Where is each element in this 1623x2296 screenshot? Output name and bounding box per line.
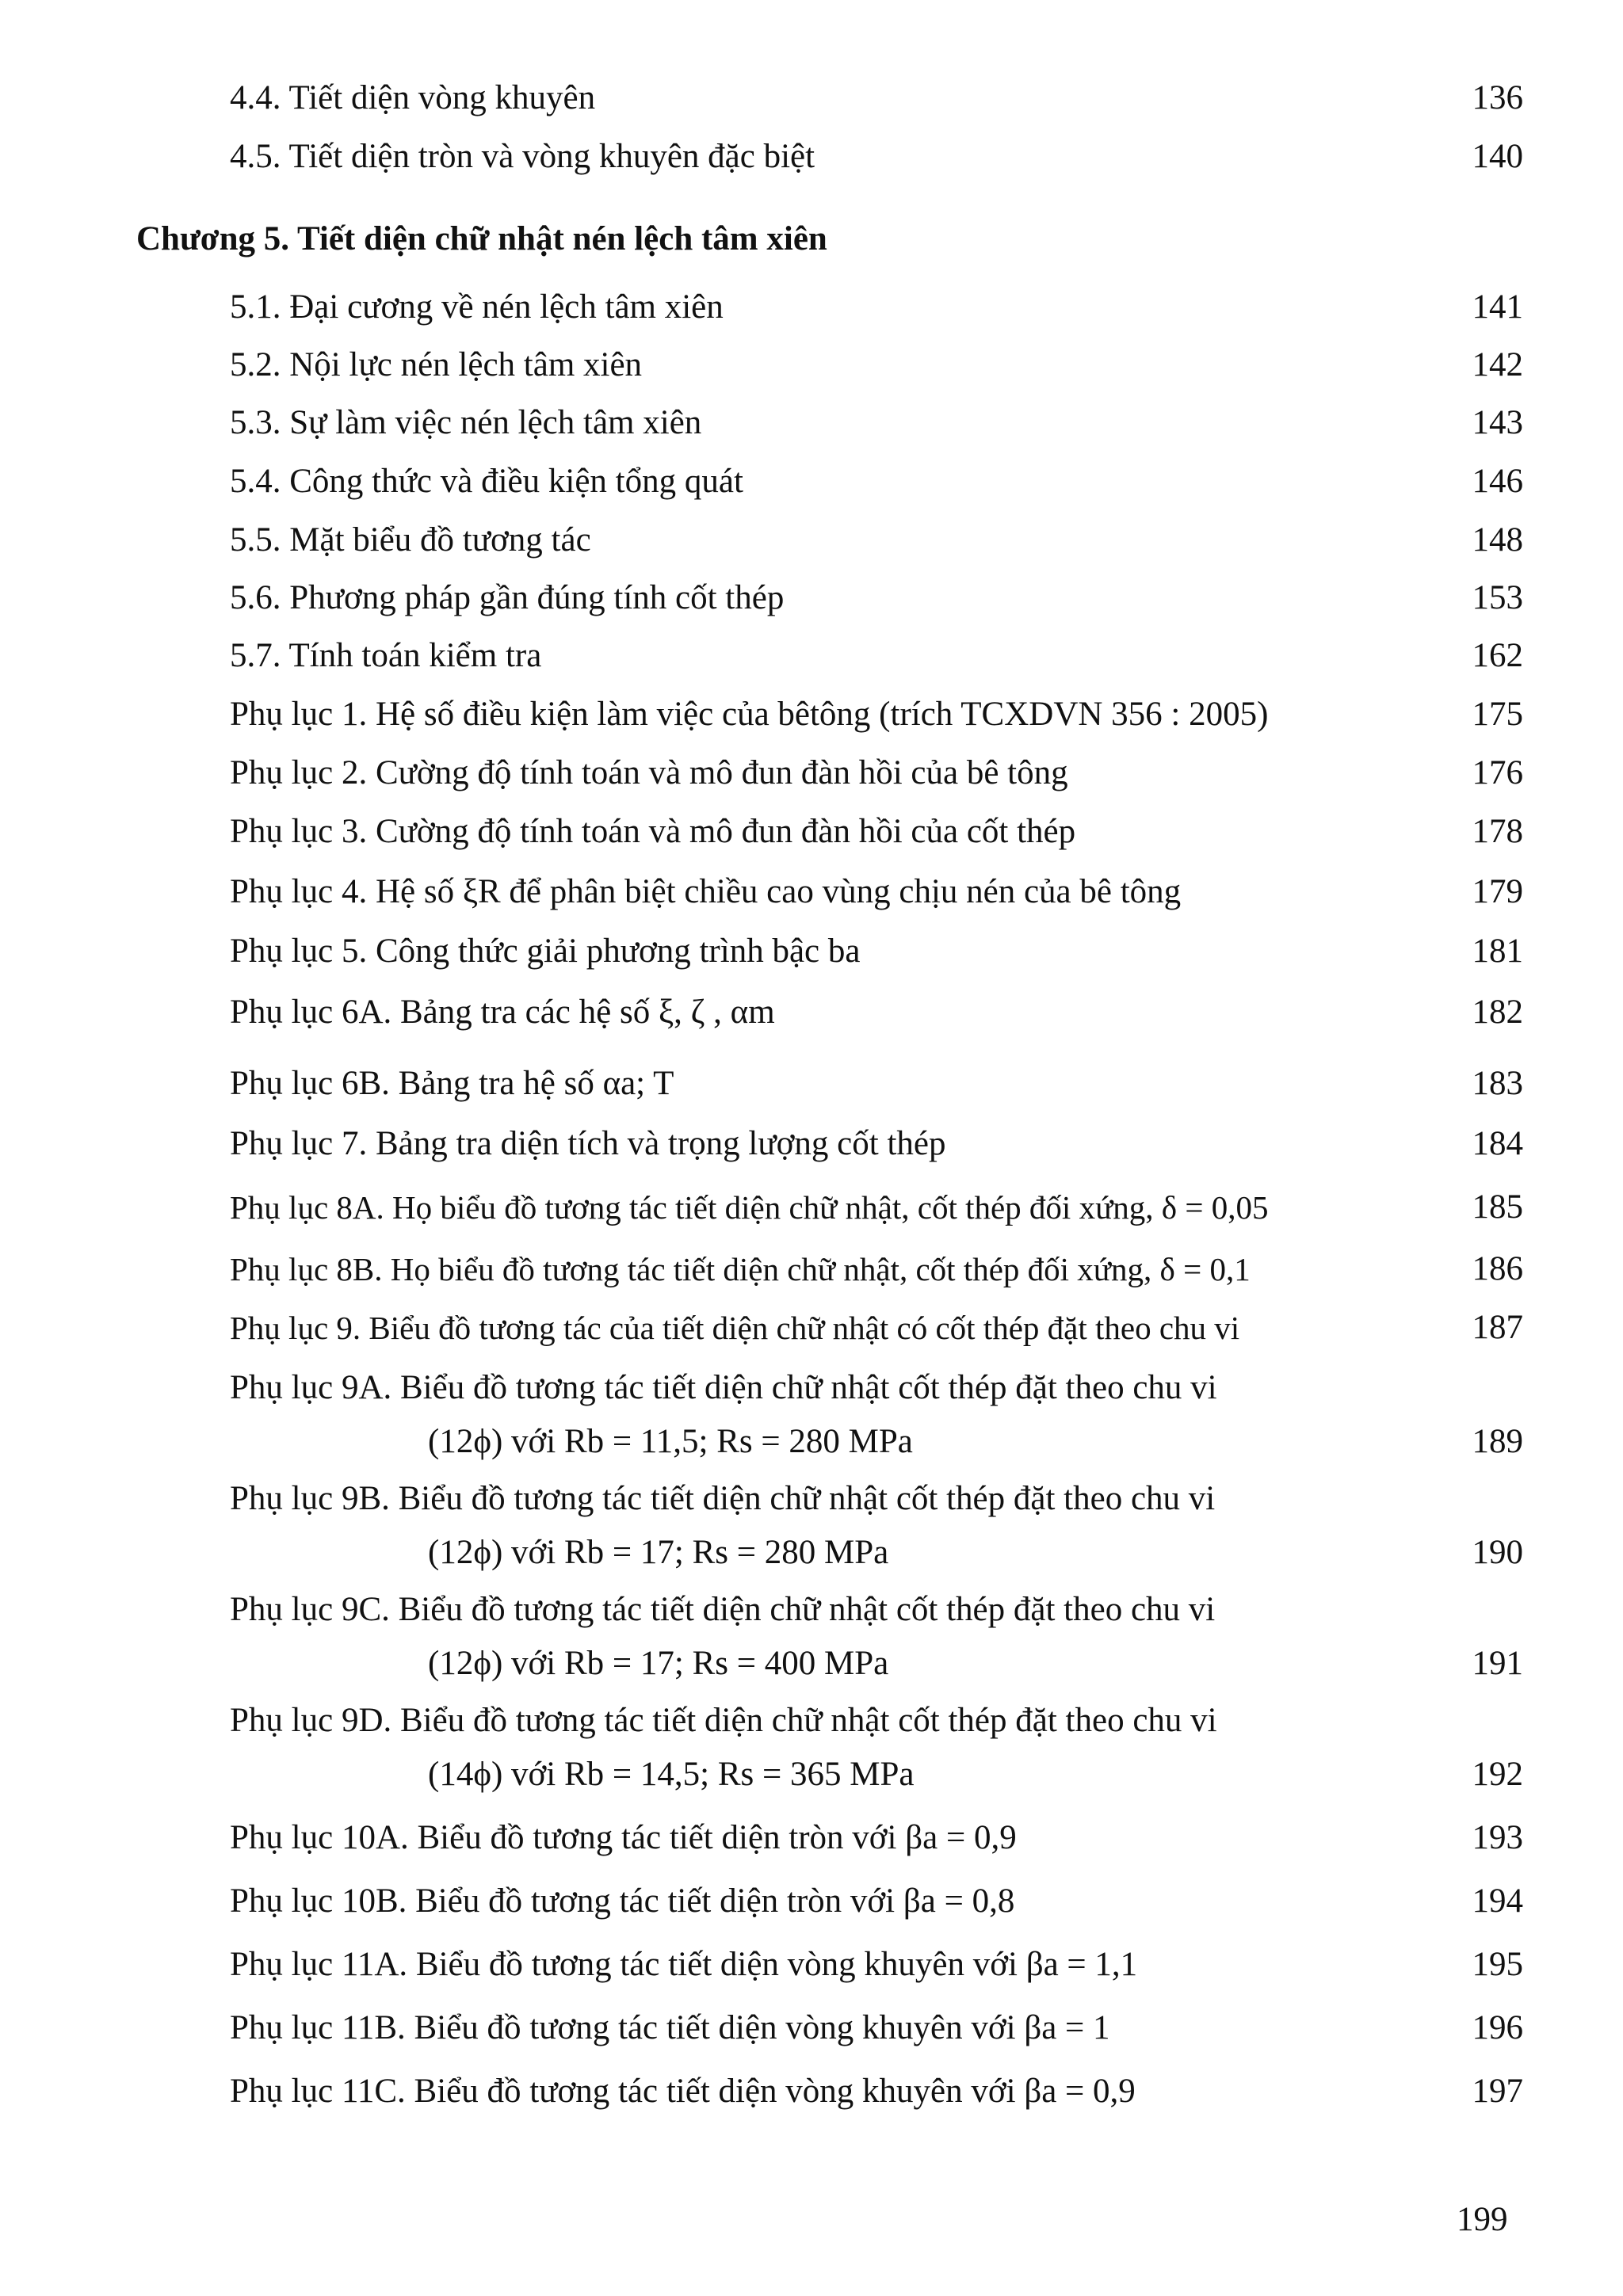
page-number: 199 bbox=[1457, 2201, 1508, 2238]
toc-entry-page: 192 bbox=[1472, 1756, 1523, 1793]
toc-entry-page: 178 bbox=[1472, 813, 1523, 850]
toc-entry-label: Phụ lục 2. Cường độ tính toán và mô đun đàn hồi của bê tông bbox=[230, 754, 1068, 791]
toc-entry-page: 186 bbox=[1472, 1250, 1523, 1287]
toc-entry-label: Phụ lục 6A. Bảng tra các hệ số ξ, ζ , αm bbox=[230, 994, 775, 1031]
toc-entry-label: Phụ lục 10A. Biểu đồ tương tác tiết diện tròn với βa = 0,9 bbox=[230, 1819, 1017, 1856]
toc-entry-page: 187 bbox=[1472, 1309, 1523, 1346]
toc-entry-page: 146 bbox=[1472, 463, 1523, 500]
toc-entry-page: 181 bbox=[1472, 933, 1523, 970]
toc-entry-page: 197 bbox=[1472, 2073, 1523, 2110]
toc-entry-label: Phụ lục 9A. Biểu đồ tương tác tiết diện chữ nhật cốt thép đặt theo chu vi bbox=[230, 1369, 1217, 1406]
toc-entry-continuation: (14ϕ) với Rb = 14,5; Rs = 365 MPa bbox=[428, 1756, 915, 1793]
toc-entry-page: 148 bbox=[1472, 521, 1523, 559]
toc-entry-page: 189 bbox=[1472, 1423, 1523, 1460]
toc-entry-label: 5.5. Mặt biểu đồ tương tác bbox=[230, 521, 591, 559]
toc-entry-label: Phụ lục 3. Cường độ tính toán và mô đun đàn hồi của cốt thép bbox=[230, 813, 1076, 850]
toc-entry-label: Phụ lục 11C. Biểu đồ tương tác tiết diện vòng khuyên với βa = 0,9 bbox=[230, 2073, 1136, 2110]
toc-entry-label: Phụ lục 10B. Biểu đồ tương tác tiết diện tròn với βa = 0,8 bbox=[230, 1882, 1015, 1920]
toc-entry-label: Phụ lục 5. Công thức giải phương trình bậc ba bbox=[230, 933, 861, 970]
toc-entry-label: Phụ lục 9C. Biểu đồ tương tác tiết diện chữ nhật cốt thép đặt theo chu vi bbox=[230, 1591, 1216, 1628]
toc-entry-page: 162 bbox=[1472, 637, 1523, 674]
toc-entry-page: 179 bbox=[1472, 873, 1523, 910]
toc-entry-page: 195 bbox=[1472, 1946, 1523, 1983]
toc-entry-label: 5.6. Phương pháp gần đúng tính cốt thép bbox=[230, 579, 785, 616]
toc-entry-label: Phụ lục 4. Hệ số ξR để phân biệt chiều cao vùng chịu nén của bê tông bbox=[230, 873, 1182, 910]
toc-entry-page: 184 bbox=[1472, 1125, 1523, 1162]
toc-entry-continuation: (12ϕ) với Rb = 17; Rs = 280 MPa bbox=[428, 1534, 889, 1571]
toc-entry-label: Phụ lục 8A. Họ biểu đồ tương tác tiết diện chữ nhật, cốt thép đối xứng, δ = 0,05 bbox=[230, 1189, 1269, 1226]
toc-entry-label: 5.1. Đại cương về nén lệch tâm xiên bbox=[230, 288, 724, 326]
toc-entry-page: 191 bbox=[1472, 1645, 1523, 1682]
toc-entry-label: 5.4. Công thức và điều kiện tổng quát bbox=[230, 463, 743, 500]
toc-entry-page: 140 bbox=[1472, 138, 1523, 175]
toc-entry-label: Phụ lục 8B. Họ biểu đồ tương tác tiết diện chữ nhật, cốt thép đối xứng, δ = 0,1 bbox=[230, 1251, 1251, 1287]
toc-entry-label: Phụ lục 9D. Biểu đồ tương tác tiết diện chữ nhật cốt thép đặt theo chu vi bbox=[230, 1702, 1217, 1739]
toc-entry-page: 175 bbox=[1472, 696, 1523, 733]
toc-entry-label: 4.4. Tiết diện vòng khuyên bbox=[230, 79, 596, 116]
toc-entry-page: 190 bbox=[1472, 1534, 1523, 1571]
toc-entry-label: Phụ lục 1. Hệ số điều kiện làm việc của bêtông (trích TCXDVN 356 : 2005) bbox=[230, 696, 1269, 733]
toc-entry-label: 4.5. Tiết diện tròn và vòng khuyên đặc biệt bbox=[230, 138, 815, 175]
toc-entry-label: Phụ lục 11B. Biểu đồ tương tác tiết diện vòng khuyên với βa = 1 bbox=[230, 2009, 1110, 2046]
toc-entry-page: 183 bbox=[1472, 1065, 1523, 1102]
toc-entry-label: Phụ lục 9. Biểu đồ tương tác của tiết diện chữ nhật có cốt thép đặt theo chu vi bbox=[230, 1310, 1240, 1346]
toc-entry-page: 141 bbox=[1472, 288, 1523, 326]
toc-entry-label: Phụ lục 11A. Biểu đồ tương tác tiết diện vòng khuyên với βa = 1,1 bbox=[230, 1946, 1138, 1983]
toc-entry-page: 196 bbox=[1472, 2009, 1523, 2046]
toc-entry-page: 194 bbox=[1472, 1882, 1523, 1920]
chapter-heading-label: Chương 5. Tiết diện chữ nhật nén lệch tâm xiên bbox=[136, 220, 827, 257]
toc-entry-label: Phụ lục 9B. Biểu đồ tương tác tiết diện chữ nhật cốt thép đặt theo chu vi bbox=[230, 1480, 1216, 1517]
toc-entry-page: 136 bbox=[1472, 79, 1523, 116]
toc-entry-page: 142 bbox=[1472, 346, 1523, 383]
toc-entry-label: Phụ lục 6B. Bảng tra hệ số αa; T bbox=[230, 1065, 674, 1102]
toc-entry-label: 5.2. Nội lực nén lệch tâm xiên bbox=[230, 346, 643, 383]
toc-entry-continuation: (12ϕ) với Rb = 17; Rs = 400 MPa bbox=[428, 1645, 889, 1682]
toc-entry-continuation: (12ϕ) với Rb = 11,5; Rs = 280 MPa bbox=[428, 1423, 913, 1460]
toc-entry-page: 185 bbox=[1472, 1188, 1523, 1226]
toc-entry-page: 153 bbox=[1472, 579, 1523, 616]
toc-entry-label: 5.7. Tính toán kiểm tra bbox=[230, 637, 542, 674]
toc-entry-page: 176 bbox=[1472, 754, 1523, 791]
toc-entry-page: 193 bbox=[1472, 1819, 1523, 1856]
toc-entry-page: 143 bbox=[1472, 404, 1523, 441]
toc-entry-page: 182 bbox=[1472, 994, 1523, 1031]
toc-entry-label: Phụ lục 7. Bảng tra diện tích và trọng lượng cốt thép bbox=[230, 1125, 946, 1162]
toc-entry-label: 5.3. Sự làm việc nén lệch tâm xiên bbox=[230, 404, 702, 441]
